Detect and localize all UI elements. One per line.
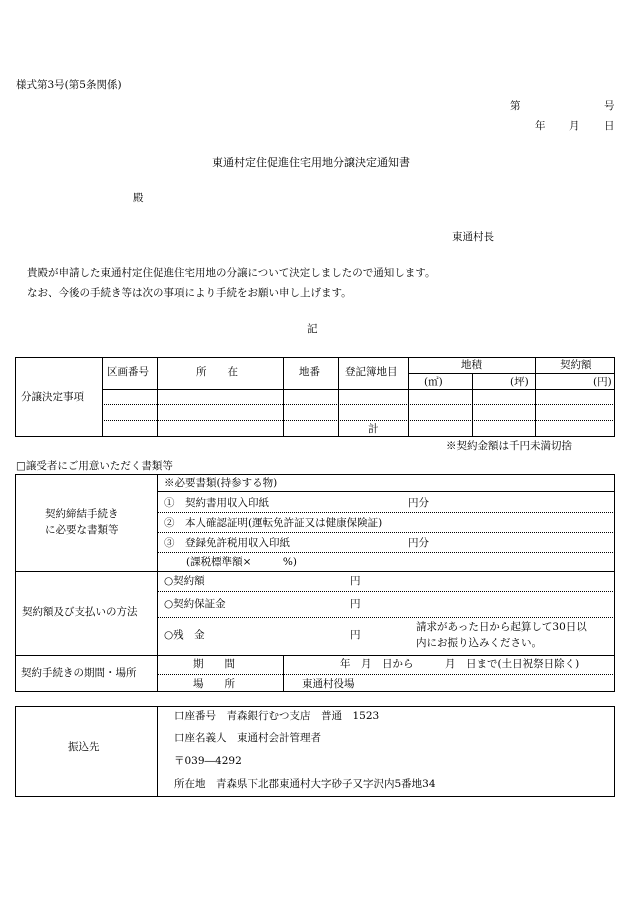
payment-contract-amount-yen: 円: [350, 575, 361, 587]
header-lot-number: 区画番号: [107, 366, 149, 378]
period-place-label: 契約手続きの期間・場所: [21, 667, 137, 679]
header-area-m2: (㎡): [424, 376, 443, 388]
header-chiban: 地番: [299, 366, 320, 378]
transfer-address: 所在地 青森県下北郡東通村大字砂子又字沢内5番地34: [174, 778, 436, 790]
decision-row-label: 分譲決定事項: [21, 391, 84, 403]
addressee-suffix: 殿: [133, 192, 144, 204]
payment-contract-amount: ○契約額: [164, 575, 205, 587]
number-prefix: 第: [510, 100, 521, 112]
place-value: 東通村役場: [302, 678, 355, 690]
payment-note-line-2: 内にお振り込みください。: [416, 637, 542, 649]
payment-balance-yen: 円: [350, 629, 361, 641]
header-land-category: 登記簿地目: [345, 366, 398, 378]
sender-name: 東通村長: [452, 231, 494, 243]
total-label: 計: [368, 423, 379, 435]
body-line-1: 貴殿が申請した東通村定住促進住宅用地の分譲について決定しましたので通知します。: [27, 267, 436, 279]
doc-item-3-sub: (課税標準額× %): [186, 556, 297, 568]
header-address: 所 在: [196, 366, 238, 378]
body-line-2: なお、今後の手続き等は次の事項により手続をお願い申し上げます。: [27, 287, 352, 299]
transfer-account: 口座番号 青森銀行むつ支店 普通 1523: [174, 710, 380, 722]
period-header: 期 間: [193, 658, 235, 670]
payment-deposit-yen: 円: [350, 598, 361, 610]
doc-item-2: ② 本人確認証明(運転免許証又は健康保険証): [164, 517, 383, 529]
doc-item-3: ③ 登録免許税用収入印紙: [164, 537, 290, 549]
docs-label-line-2: に必要な書類等: [45, 524, 119, 536]
transfer-postal: 〒039―4292: [174, 755, 242, 767]
date-day: 日: [604, 120, 615, 132]
place-header: 場 所: [193, 678, 235, 690]
form-number: 様式第3号(第5条関係): [16, 79, 122, 91]
docs-header: ※必要書類(持参する物): [164, 477, 278, 489]
payment-note-line-1: 請求があった日から起算して30日以: [416, 621, 587, 633]
rounding-note: ※契約金額は千円未満切捨: [446, 440, 572, 452]
doc-item-1: ① 契約書用収入印紙: [164, 497, 269, 509]
date-year: 年: [535, 120, 546, 132]
date-month: 月: [569, 120, 580, 132]
transfer-label: 振込先: [68, 741, 100, 753]
payment-label: 契約額及び支払いの方法: [22, 606, 138, 618]
docs-label-line-1: 契約締結手続き: [45, 508, 119, 520]
transfer-holder: 口座名義人 東通村会計管理者: [174, 732, 321, 744]
payment-deposit: ○契約保証金: [164, 598, 226, 610]
documents-heading: □譲受者にご用意いただく書類等: [16, 460, 173, 472]
document-title: 東通村定住促進住宅用地分譲決定通知書: [212, 156, 410, 169]
header-area: 地積: [461, 359, 482, 371]
payment-balance: ○残 金: [164, 629, 205, 641]
doc-item-3-unit: 円分: [408, 537, 429, 549]
period-value: 年 月 日から 月 日まで(土日祝祭日除く): [340, 658, 580, 670]
header-price-unit: (円): [593, 376, 612, 388]
ki-heading: 記: [307, 323, 318, 335]
doc-item-1-unit: 円分: [408, 497, 429, 509]
header-price: 契約額: [560, 359, 592, 371]
header-area-tsubo: (坪): [510, 376, 529, 388]
number-suffix: 号: [604, 100, 615, 112]
